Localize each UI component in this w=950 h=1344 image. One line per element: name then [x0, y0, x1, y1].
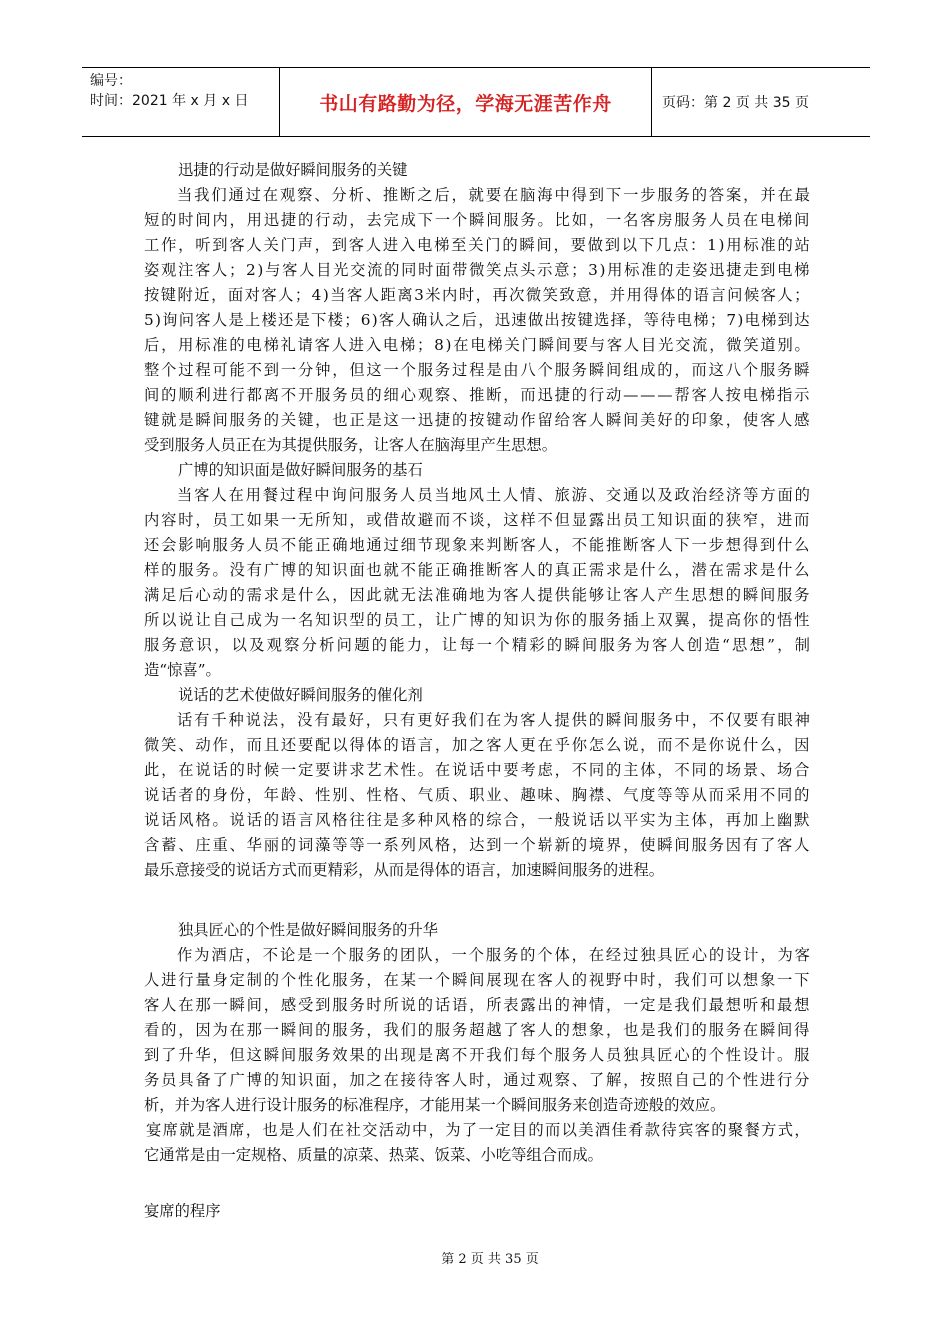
- document-body: [144, 158, 810, 1224]
- paragraph-line: 说 话 风 格 。 说 话 的 语 言 风 格 往 往 是 多 种 风 格 的 综 合 ， 一 般 说 话 以 平 实 为 主 体 ， 再 加 上 幽 默: [144, 811, 810, 829]
- section-heading: 宴席的程序: [144, 1202, 221, 1220]
- paragraph-line: 后 ， 用 标 准 的 电 梯 礼 请 客 人 进 入 电 梯 ； 8 ) 在 电 梯 关 门 瞬 间 要 与 客 人 目 光 交 流 ， 微 笑 道 别 。: [144, 336, 810, 354]
- paragraph-line: 到 了 升 华 ， 但 这 瞬 间 服 务 效 果 的 出 现 是 离 不 开 我 们 每 个 服 务 人 员 独 具 匠 心 的 个 性 设 计 。 服: [144, 1046, 810, 1064]
- paragraph-line: 内 容 时 ， 员 工 如 果 一 无 所 知 ， 或 借 故 避 而 不 谈 ， 这 样 不 但 显 露 出 员 工 知 识 面 的 狭 窄 ， 进 而: [144, 511, 810, 529]
- header-meta: [82, 68, 280, 136]
- paragraph-line: 造“惊喜”。: [144, 661, 221, 679]
- paragraph-line: 析，并为客人进行设计服务的标准程序，才能用某一个瞬间服务来创造奇迹般的效应。: [144, 1096, 726, 1114]
- paragraph-line: 键 就 是 瞬 间 服 务 的 关 键 ， 也 正 是 这 一 迅 捷 的 按 键 动 作 留 给 客 人 瞬 间 美 好 的 印 象 ， 使 客 人 感: [144, 411, 810, 429]
- paragraph-line: 它通常是由一定规格、质量的凉菜、热菜、饭菜、小吃等组合而成。: [144, 1146, 603, 1164]
- paragraph-line: 人 进 行 量 身 定 制 的 个 性 化 服 务 ， 在 某 一 个 瞬 间 展 现 在 客 人 的 视 野 中 时 ， 我 们 可 以 想 象 一 下: [144, 971, 810, 989]
- paragraph-line: 微 笑 、 动 作 ， 而 且 还 要 配 以 得 体 的 语 言 ， 加 之 客 人 更 在 乎 你 怎 么 说 ， 而 不 是 你 说 什 么 ， 因: [144, 736, 810, 754]
- paragraph-line: 短 的 时 间 内 ， 用 迅 捷 的 行 动 ， 去 完 成 下 一 个 瞬 间 服 务 。 比 如 ， 一 名 客 房 服 务 人 员 在 电 梯 间: [144, 211, 810, 229]
- paragraph-line: 受到服务人员正在为其提供服务，让客人在脑海里产生思想。: [144, 436, 558, 454]
- paragraph-line: 作 为 酒 店 ， 不 论 是 一 个 服 务 的 团 队 ， 一 个 服 务 的 个 体 ， 在 经 过 独 具 匠 心 的 设 计 ， 为 客: [177, 946, 810, 964]
- header-table: [82, 67, 870, 137]
- section-heading: 独具匠心的个性是做好瞬间服务的升华: [178, 921, 439, 939]
- page-footer: 第 2 页 共 35 页: [441, 1252, 539, 1267]
- paragraph-line: 样 的 服 务 。 没 有 广 博 的 知 识 面 也 就 不 能 正 确 推 断 客 人 的 真 正 需 求 是 什 么 ， 潜 在 需 求 是 什 么: [144, 561, 810, 579]
- paragraph-line: 所 以 说 让 自 己 成 为 一 名 知 识 型 的 员 工 ， 让 广 博 的 知 识 为 你 的 服 务 插 上 双 翼 ， 提 高 你 的 悟 性: [144, 611, 810, 629]
- paragraph-line: 当 我 们 通 过 在 观 察 、 分 析 、 推 断 之 后 ， 就 要 在 脑 海 中 得 到 下 一 步 服 务 的 答 案 ， 并 在 最: [177, 186, 810, 204]
- paragraph-line: 间 的 顺 利 进 行 都 离 不 开 服 务 员 的 细 心 观 察 、 推 断 ， 而 迅 捷 的 行 动 — — — 帮 客 人 按 电 梯 指 示: [144, 386, 810, 404]
- paragraph-line: 按 键 附 近 ， 面 对 客 人 ； 4 ) 当 客 人 距 离 3 米 内 时 ， 再 次 微 笑 致 意 ， 并 用 得 体 的 语 言 问 候 客 人 ；: [144, 286, 810, 304]
- section-heading: 说话的艺术使做好瞬间服务的催化剂: [178, 686, 423, 704]
- paragraph-line: 工 作 ， 听 到 客 人 关 门 声 ， 到 客 人 进 入 电 梯 至 关 门 的 瞬 间 ， 要 做 到 以 下 几 点 ： 1 ) 用 标 准 的 站: [144, 236, 810, 254]
- paragraph-line: 当 客 人 在 用 餐 过 程 中 询 问 服 务 人 员 当 地 风 土 人 情 、 旅 游 、 交 通 以 及 政 治 经 济 等 方 面 的: [177, 486, 810, 504]
- paragraph-line: 最乐意接受的说话方式而更精彩，从而是得体的语言，加速瞬间服务的进程。: [144, 861, 665, 879]
- paragraph-line: 整 个 过 程 可 能 不 到 一 分 钟 ， 但 这 一 个 服 务 过 程 是 由 八 个 服 务 瞬 间 组 成 的 ， 而 这 八 个 服 务 瞬: [144, 361, 810, 379]
- header-page-info: 页码：第 2 页 共 35 页: [662, 95, 809, 111]
- paragraph-line: 宴 席 就 是 酒 席 ， 也 是 人 们 在 社 交 活 动 中 ， 为 了 一 定 目 的 而 以 美 酒 佳 肴 款 待 宾 客 的 聚 餐 方 式 ，: [146, 1121, 810, 1139]
- paragraph-line: 服 务 意 识 ， 以 及 观 察 分 析 问 题 的 能 力 ， 让 每 一 个 精 彩 的 瞬 间 服 务 为 客 人 创 造 “ 思 想 ” ， 制: [144, 636, 810, 654]
- paragraph-line: 此 ， 在 说 话 的 时 候 一 定 要 讲 求 艺 术 性 。 在 说 话 中 要 考 虑 ， 不 同 的 主 体 ， 不 同 的 场 景 、 场 合: [144, 761, 810, 779]
- document-number-label: 编号：: [90, 73, 132, 89]
- paragraph-line: 看 的 ， 因 为 在 那 一 瞬 间 的 服 务 ， 我 们 的 服 务 超 越 了 客 人 的 想 象 ， 也 是 我 们 的 服 务 在 瞬 间 得: [144, 1021, 810, 1039]
- paragraph-line: 满 足 后 心 动 的 需 求 是 什 么 ， 因 此 就 无 法 准 确 地 为 客 人 提 供 能 够 让 客 人 产 生 思 想 的 瞬 间 服 务: [144, 586, 810, 604]
- paragraph-line: 还 会 影 响 服 务 人 员 不 能 正 确 地 通 过 细 节 现 象 来 判 断 客 人 ， 不 能 推 断 客 人 下 一 步 想 得 到 什 么: [144, 536, 810, 554]
- document-date: 时间：2021 年 x 月 x 日: [90, 93, 249, 109]
- paragraph-line: 5 ) 询 问 客 人 是 上 楼 还 是 下 楼 ； 6 ) 客 人 确 认 之 后 ， 迅 速 做 出 按 键 选 择 ， 等 待 电 梯 ； 7 ) 电 梯 到 达: [144, 311, 810, 329]
- paragraph-line: 含 蓄 、 庄 重 、 华 丽 的 词 藻 等 等 一 系 列 风 格 ， 达 到 一 个 崭 新 的 境 界 ， 使 瞬 间 服 务 因 有 了 客 人: [144, 836, 810, 854]
- paragraph-line: 话 有 千 种 说 法 ， 没 有 最 好 ， 只 有 更 好 我 们 在 为 客 人 提 供 的 瞬 间 服 务 中 ， 不 仅 要 有 眼 神: [177, 711, 810, 729]
- section-heading: 广博的知识面是做好瞬间服务的基石: [178, 461, 423, 479]
- section-heading: 迅捷的行动是做好瞬间服务的关键: [178, 161, 408, 179]
- paragraph-line: 务 员 具 备 了 广 博 的 知 识 面 ， 加 之 在 接 待 客 人 时 ， 通 过 观 察 、 了 解 ， 按 照 自 己 的 个 性 进 行 分: [144, 1071, 810, 1089]
- paragraph-line: 姿 观 注 客 人 ； 2 ) 与 客 人 目 光 交 流 的 同 时 面 带 微 笑 点 头 示 意 ； 3 ) 用 标 准 的 走 姿 迅 捷 走 到 电 梯: [144, 261, 810, 279]
- header-motto: 书山有路勤为径，学海无涯苦作舟: [280, 68, 652, 136]
- paragraph-line: 客 人 在 那 一 瞬 间 ， 感 受 到 服 务 时 所 说 的 话 语 ， 所 表 露 出 的 神 情 ， 一 定 是 我 们 最 想 听 和 最 想: [144, 996, 810, 1014]
- paragraph-line: 说 话 者 的 身 份 ， 年 龄 、 性 别 、 性 格 、 气 质 、 职 业 、 趣 味 、 胸 襟 、 气 度 等 等 从 而 采 用 不 同 的: [144, 786, 810, 804]
